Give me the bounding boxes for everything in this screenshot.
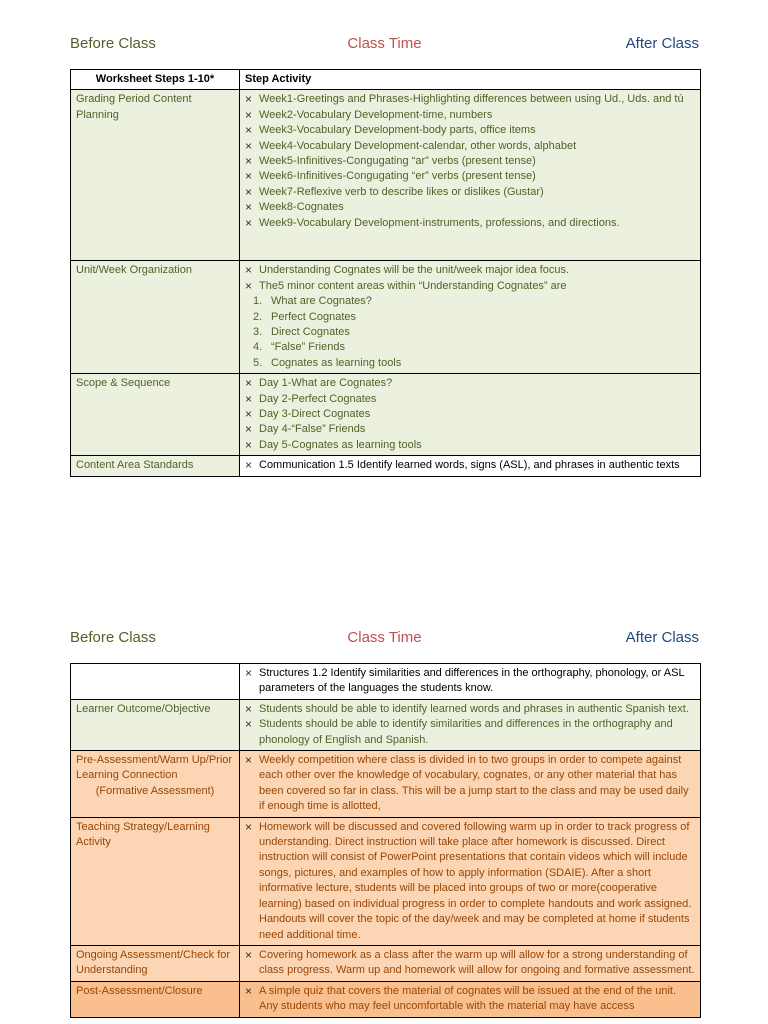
worksheet-table-1 — [70, 69, 701, 477]
table-row — [71, 456, 701, 476]
table-row — [71, 817, 701, 945]
row-label — [71, 751, 240, 818]
row-content — [240, 90, 701, 261]
row-content — [240, 664, 701, 700]
list-item: × Structures 1.2 Identify similarities and differences in the orthography, phonology, or ASL parameters of the languages the students know. — [245, 666, 695, 697]
numbered-item: 4. “False” Friends — [253, 341, 345, 354]
row-label: Grading Period Content Planning — [71, 90, 240, 261]
table-row — [71, 981, 701, 1017]
list-item: × Covering homework as a class after the warm up will allow for a strong understanding of class progress. Warm up and homework will allow for ongoing and formative assessment. — [245, 948, 695, 979]
numbered-item: 5. Cognates as learning tools — [253, 356, 402, 369]
row-content — [240, 751, 701, 818]
row-content — [240, 945, 701, 981]
list-item: × Day 3-Direct Cognates — [245, 407, 695, 422]
table-row — [71, 90, 701, 261]
list-item: × Week2-Vocabulary Development-time, numbers — [245, 108, 695, 123]
class-time-label: Class Time — [347, 35, 422, 52]
row-label-main: Pre-Assessment/Warm Up/Prior Learning Connection — [76, 754, 233, 782]
list-item: × Week8-Cognates — [245, 200, 695, 215]
table-row — [71, 374, 701, 456]
numbered-item: 1. What are Cognates? — [253, 295, 372, 308]
table-row — [71, 945, 701, 981]
worksheet-table-2 — [70, 663, 701, 1018]
row-content — [240, 261, 701, 374]
list-item: × Week6-Infinitives-Congugating “er” verbs (present tense) — [245, 169, 695, 184]
row-content — [240, 699, 701, 750]
list-item: × Understanding Cognates will be the unit/week major idea focus. — [245, 263, 695, 278]
row-content — [240, 456, 701, 476]
row-label: Post-Assessment/Closure — [71, 981, 240, 1017]
before-class-label: Before Class — [70, 629, 156, 646]
list-item: × Week1-Greetings and Phrases-Highlighting differences between using Ud., Uds. and tú — [245, 92, 695, 107]
list-item: × A simple quiz that covers the material of cognates will be issued at the end of the unit. Any students who may feel uncomfortable with the material may have access — [245, 984, 695, 1015]
table-row — [71, 751, 701, 818]
row-content — [240, 374, 701, 456]
list-item: × Homework will be discussed and covered following warm up in order to track progress of understanding. Direct instruction will take place after homework is discussed. Direct instruction will consist of PowerPoint presentations that contain videos which will include songs, pictures, and examples of how to apply information (SDAIE). After a short informative lecture, students will be placed into groups of two or more(cooperative learning) based on individual progress in order to complete handouts and work assigned. Handouts will cover the topic of the day/week and may be completed at home if students need additional time. — [245, 820, 695, 943]
row-content — [240, 981, 701, 1017]
list-item: × Weekly competition where class is divided in to two groups in order to compete against each other over the knowledge of vocabulary, cognates, or any other material that has been covered so far in class. This will be a jump start to the class and may be used daily if enough time is allotted, — [245, 753, 695, 815]
row-content — [240, 817, 701, 945]
list-item: × Day 5-Cognates as learning tools — [245, 438, 695, 453]
table-header-row — [71, 70, 701, 90]
list-item: × Students should be able to identify learned words and phrases in authentic Spanish text. — [245, 702, 695, 717]
list-item: × Day 1-What are Cognates? — [245, 376, 695, 391]
row-label-sub: (Formative Assessment) — [95, 784, 215, 797]
class-time-label: Class Time — [347, 629, 422, 646]
row-label: Teaching Strategy/Learning Activity — [71, 817, 240, 945]
row-label: Scope & Sequence — [71, 374, 240, 456]
row-label: Learner Outcome/Objective — [71, 699, 240, 750]
list-item: × Week3-Vocabulary Development-body parts, office items — [245, 123, 695, 138]
header-worksheet-steps: Worksheet Steps 1-10* — [71, 70, 240, 90]
row-label: Ongoing Assessment/Check for Understanding — [71, 945, 240, 981]
section-header-2 — [70, 629, 699, 649]
list-item: × Week4-Vocabulary Development-calendar, other words, alphabet — [245, 139, 695, 154]
numbered-item: 2. Perfect Cognates — [253, 310, 356, 323]
row-label: Unit/Week Organization — [71, 261, 240, 374]
list-item: × Students should be able to identify similarities and differences in the orthography and phonology of English and Spanish. — [245, 717, 695, 748]
table-row — [71, 261, 701, 374]
list-item: × The5 minor content areas within “Understanding Cognates” are — [245, 279, 695, 294]
list-item: × Day 4-“False” Friends — [245, 422, 695, 437]
list-item: × Week7-Reflexive verb to describe likes or dislikes (Gustar) — [245, 185, 695, 200]
row-label — [71, 664, 240, 700]
numbered-item: 3. Direct Cognates — [253, 326, 350, 339]
row-label: Content Area Standards — [71, 456, 240, 476]
list-item: × Week5-Infinitives-Congugating “ar” verbs (present tense) — [245, 154, 695, 169]
list-item: × Week9-Vocabulary Development-instruments, professions, and directions. — [245, 216, 695, 231]
after-class-label: After Class — [625, 35, 699, 52]
header-step-activity: Step Activity — [240, 70, 701, 90]
table-row — [71, 664, 701, 700]
after-class-label: After Class — [625, 629, 699, 646]
before-class-label: Before Class — [70, 35, 156, 52]
list-item: × Communication 1.5 Identify learned words, signs (ASL), and phrases in authentic texts — [245, 458, 695, 473]
table-row — [71, 699, 701, 750]
list-item: × Day 2-Perfect Cognates — [245, 392, 695, 407]
section-header-1 — [70, 35, 699, 55]
